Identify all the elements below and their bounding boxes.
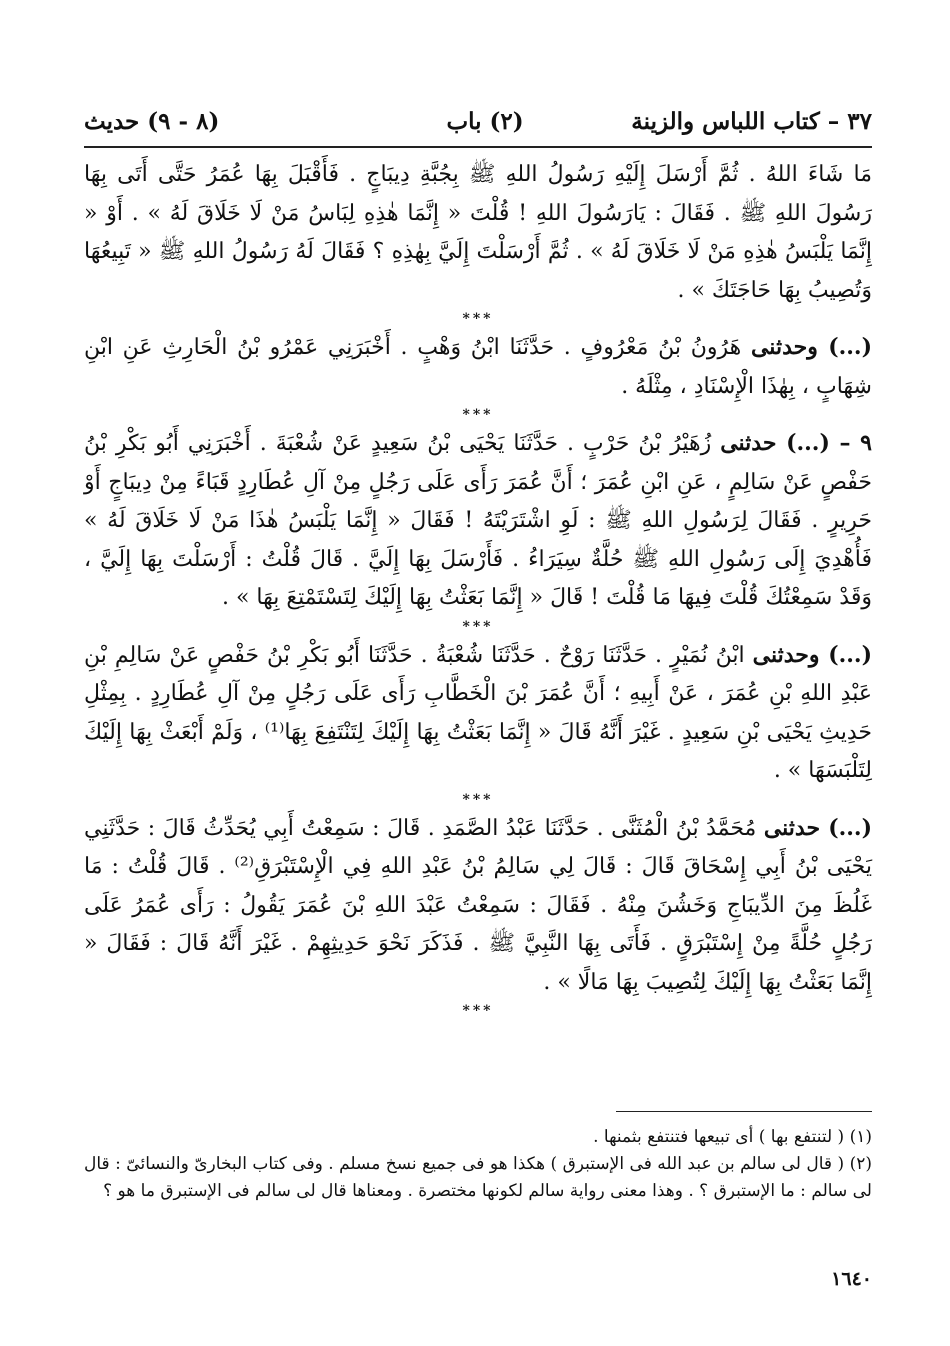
section-separator: ***	[462, 618, 494, 635]
hadith-body	[84, 156, 872, 1020]
footnote-1: (١) ( لتنتفع بها ) أى تبيعها فتنتفع بثمنها .	[593, 1127, 872, 1147]
page-number: ١٦٤٠	[831, 1268, 872, 1290]
footnote-2: (٢) ( قال لى سالم بن عبد الله فى الإستبرق ) هكذا هو فى جميع نسخ مسلم . وفى كتاب البخارىّ والنسائىّ : قال لى سالم : ما الإستبرق ؟ . وهذا معنى رواية سالم لكونها مختصرة . ومعناها قال لى سالم فى الإستبرق ما هو ؟	[84, 1154, 872, 1201]
chapter-label: (٢) باب	[446, 108, 524, 135]
paragraph-text: زُهَيْرُ بْنُ حَرْبٍ . حَدَّثَنَا يَحْيَى بْنُ سَعِيدٍ عَنْ شُعْبَةَ . أَخْبَرَنِي أَبُو بَكْرِ بْنُ حَفْصٍ عَنْ سَالِمٍ ، عَنِ ابْنِ عُمَرَ ؛ أَنَّ عُمَرَ رَأَى عَلَى رَجُلٍ مِنْ آلِ عُطَارِدٍ قَبَاءً مِنْ دِيبَاجٍ أَوْ حَرِيرٍ . فَقَالَ لِرَسُولِ اللهِ ﷺ : لَوِ اشْتَرَيْتَهُ ! فَقَالَ « إِنَّمَا يَلْبَسُ هٰذَا مَنْ لَا خَلَاقَ لَهُ » فَأُهْدِيَ إِلَى رَسُولِ اللهِ ﷺ حُلَّةٌ سِيَرَاءُ . فَأَرْسَلَ بِهَا إِلَيَّ . قَالَ قُلْتُ : أَرْسَلْتَ بِهَا إِلَيَّ ، وَقَدْ سَمِعْتُكَ قُلْتَ فِيهَا مَا قُلْتَ ! قَالَ « إِنَّمَا بَعَثْتُ بِهَا إِلَيْكَ لِتَسْتَمْتِعَ بِهَا » .	[84, 431, 872, 610]
hadith-paragraph	[84, 636, 872, 791]
paragraph-text: مَا شَاءَ اللهُ . ثُمَّ أَرْسَلَ إِلَيْهِ رَسُولُ اللهِ ﷺ بِجُبَّةِ دِيبَاجٍ . فَأَقْبَلَ بِهَا عُمَرُ حَتَّى أَتَى بِهَا رَسُولَ اللهِ ﷺ . فَقَالَ : يَارَسُولَ اللهِ ! قُلْتَ « إِنَّمَا هٰذِهِ لِبَاسُ مَنْ لَا خَلَاقَ لَهُ » . أَوْ « إِنَّمَا يَلْبَسُ هٰذِهِ مَنْ لَا خَلَاقَ لَهُ » . ثُمَّ أَرْسَلْتَ إِلَيَّ بِهٰذِهِ ؟ فَقَالَ لَهُ رَسُولُ اللهِ ﷺ « تَبِيعُهَا وَتُصِيبُ بِهَا حَاجَتَكَ » .	[84, 162, 872, 303]
book-title: ٣٧ – كتاب اللباس والزينة	[631, 108, 872, 135]
footnotes	[84, 1124, 872, 1205]
narration-lead: ٩ – (...) حدثنى	[720, 430, 872, 456]
hadith-range: (٨ - ٩) حديث	[84, 108, 220, 135]
narration-lead: (...) حدثنى	[763, 814, 872, 841]
narration-lead: (...) وحدثنى	[750, 334, 873, 360]
hadith-paragraph	[84, 809, 872, 1003]
footnote-rule	[616, 1111, 872, 1112]
section-separator: ***	[462, 407, 494, 423]
narration-lead: (...) وحدثنى	[752, 641, 872, 668]
hadith-paragraph	[84, 424, 872, 618]
paragraph-text: مُحَمَّدُ بْنُ الْمُثَنَّى . حَدَّثَنَا عَبْدُ الصَّمَدِ . قَالَ : سَمِعْتُ أَبِي يُحَدِّثُ قَالَ : حَدَّثَنِي يَحْيَى بْنُ أَبِي إِسْحَاقَ قَالَ : قَالَ لِي سَالِمُ بْنُ عَبْدِ اللهِ فِي الْإِسْتَبْرَقِ⁽²⁾ . قَالَ قُلْتُ : مَا غَلُظَ مِنَ الدِّيبَاجِ وَخَشُنَ مِنْهُ . فَقَالَ : سَمِعْتُ عَبْدَ اللهِ بْنَ عُمَرَ يَقُولُ : رَأَى عُمَرُ عَلَى رَجُلٍ حُلَّةً مِنْ إِسْتَبْرَقٍ . فَأَتَى بِهَا النَّبِيَّ ﷺ . فَذَكَرَ نَحْوَ حَدِيثِهِمْ . غَيْرَ أَنَّهُ قَالَ : فَقَالَ « إِنَّمَا بَعَثْتُ بِهَا إِلَيْكَ لِتُصِيبَ بِهَا مَالًا » .	[84, 815, 873, 995]
paragraph-text: هَرُونُ بْنُ مَعْرُوفٍ . حَدَّثَنَا ابْنُ وَهْبٍ . أَخْبَرَنِي عَمْرُو بْنُ الْحَارِثِ عَنِ ابْنِ شِهَابٍ ، بِهٰذَا الْإِسْنَادِ ، مِثْلَهُ .	[84, 335, 872, 399]
paragraph-text: ابْنُ نُمَيْرٍ . حَدَّثَنَا رَوْحٌ . حَدَّثَنَا شُعْبَةُ . حَدَّثَنَا أَبُو بَكْرِ بْنُ حَفْصٍ عَنْ سَالِمِ بْنِ عَبْدِ اللهِ بْنِ عُمَرَ ، عَنْ أَبِيهِ ؛ أَنَّ عُمَرَ بْنَ الْخَطَّابِ رَأَى عَلَى رَجُلٍ مِنْ آلِ عُطَارِدٍ . بِمِثْلِ حَدِيثِ يَحْيَى بْنِ سَعِيدٍ . غَيْرَ أَنَّهُ قَالَ « إِنَّمَا بَعَثْتُ بِهَا إِلَيْكَ لِتَنْتَفِعَ بِهَا⁽¹⁾ ، وَلَمْ أَبْعَثْ بِهَا إِلَيْكَ لِتَلْبَسَهَا » .	[84, 642, 873, 783]
hadith-paragraph	[84, 328, 872, 406]
header-rule	[84, 146, 872, 148]
page-header	[84, 104, 872, 144]
section-separator: ***	[462, 311, 494, 327]
hadith-paragraph	[84, 156, 872, 310]
section-separator: ***	[462, 791, 494, 808]
section-separator: ***	[462, 1003, 494, 1019]
